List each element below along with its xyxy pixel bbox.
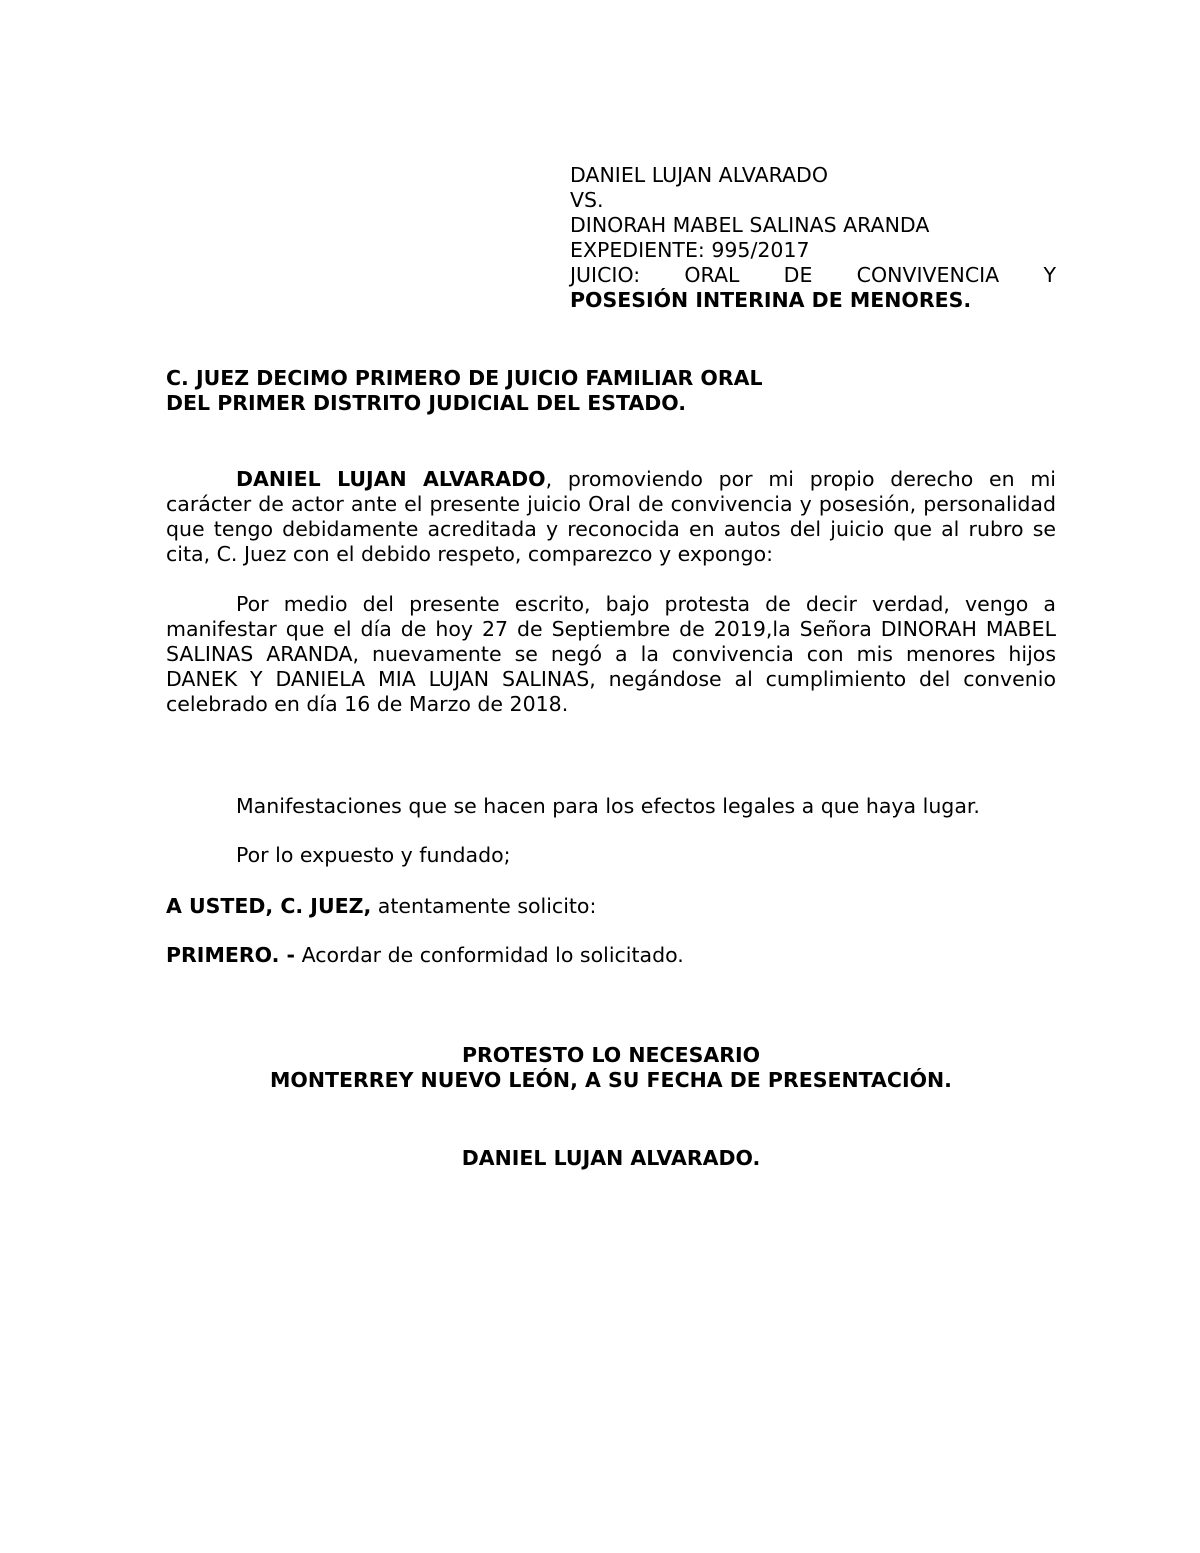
closing-location: MONTERREY NUEVO LEÓN, A SU FECHA DE PRESENTACIÓN. xyxy=(270,1068,952,1092)
intro-paragraph xyxy=(166,467,1056,567)
expuesto-line: Por lo expuesto y fundado; xyxy=(236,843,511,867)
primero-text: Acordar de conformidad lo solicitado. xyxy=(295,943,684,967)
manifestaciones-line: Manifestaciones que se hacen para los efectos legales a que haya lugar. xyxy=(236,794,980,818)
signature-name: DANIEL LUJAN ALVARADO. xyxy=(461,1146,761,1170)
caption-expediente: EXPEDIENTE: 995/2017 xyxy=(570,238,810,262)
addressee-line2: DEL PRIMER DISTRITO JUDICIAL DEL ESTADO. xyxy=(166,391,687,415)
request-line xyxy=(166,894,1056,919)
intro-name: DANIEL LUJAN ALVARADO xyxy=(236,467,546,491)
caption-juicio-line2: POSESIÓN INTERINA DE MENORES. xyxy=(570,288,972,312)
caption-defendant: DINORAH MABEL SALINAS ARANDA xyxy=(570,213,930,237)
request-bold: A USTED, C. JUEZ, xyxy=(166,894,372,918)
request-text: atentamente solicito: xyxy=(371,894,597,918)
intro-text: , promoviendo por mi propio derecho en mi carácter de actor ante el presente juicio Oral de convivencia y posesión, personalidad que tengo debidamente acreditada y reconocida en autos del juicio que al rubro se cita, C. Juez con el debido respeto, comparezco y expongo: xyxy=(166,467,1056,566)
statement-paragraph: Por medio del presente escrito, bajo protesta de decir verdad, vengo a manifestar que el día de hoy 27 de Septiembre de 2019,la Señora DINORAH MABEL SALINAS ARANDA, nuevamente se negó a la convivencia con mis menores hijos DANEK Y DANIELA MIA LUJAN SALINAS, negándose al cumplimiento del convenio celebrado en día 16 de Marzo de 2018. xyxy=(166,592,1056,716)
closing-protesto: PROTESTO LO NECESARIO xyxy=(461,1043,761,1067)
caption-plaintiff: DANIEL LUJAN ALVARADO xyxy=(570,163,828,187)
primero-line xyxy=(166,943,1056,968)
signature-block xyxy=(0,1146,1200,1171)
closing-block xyxy=(0,1043,1200,1093)
primero-bold: PRIMERO. - xyxy=(166,943,296,967)
case-caption xyxy=(570,163,1056,313)
caption-juicio-line1: JUICIO: ORAL DE CONVIVENCIA Y xyxy=(570,263,1056,287)
caption-versus: VS. xyxy=(570,188,604,212)
addressee-line1: C. JUEZ DECIMO PRIMERO DE JUICIO FAMILIAR ORAL xyxy=(166,366,763,390)
court-addressee xyxy=(166,366,1056,416)
